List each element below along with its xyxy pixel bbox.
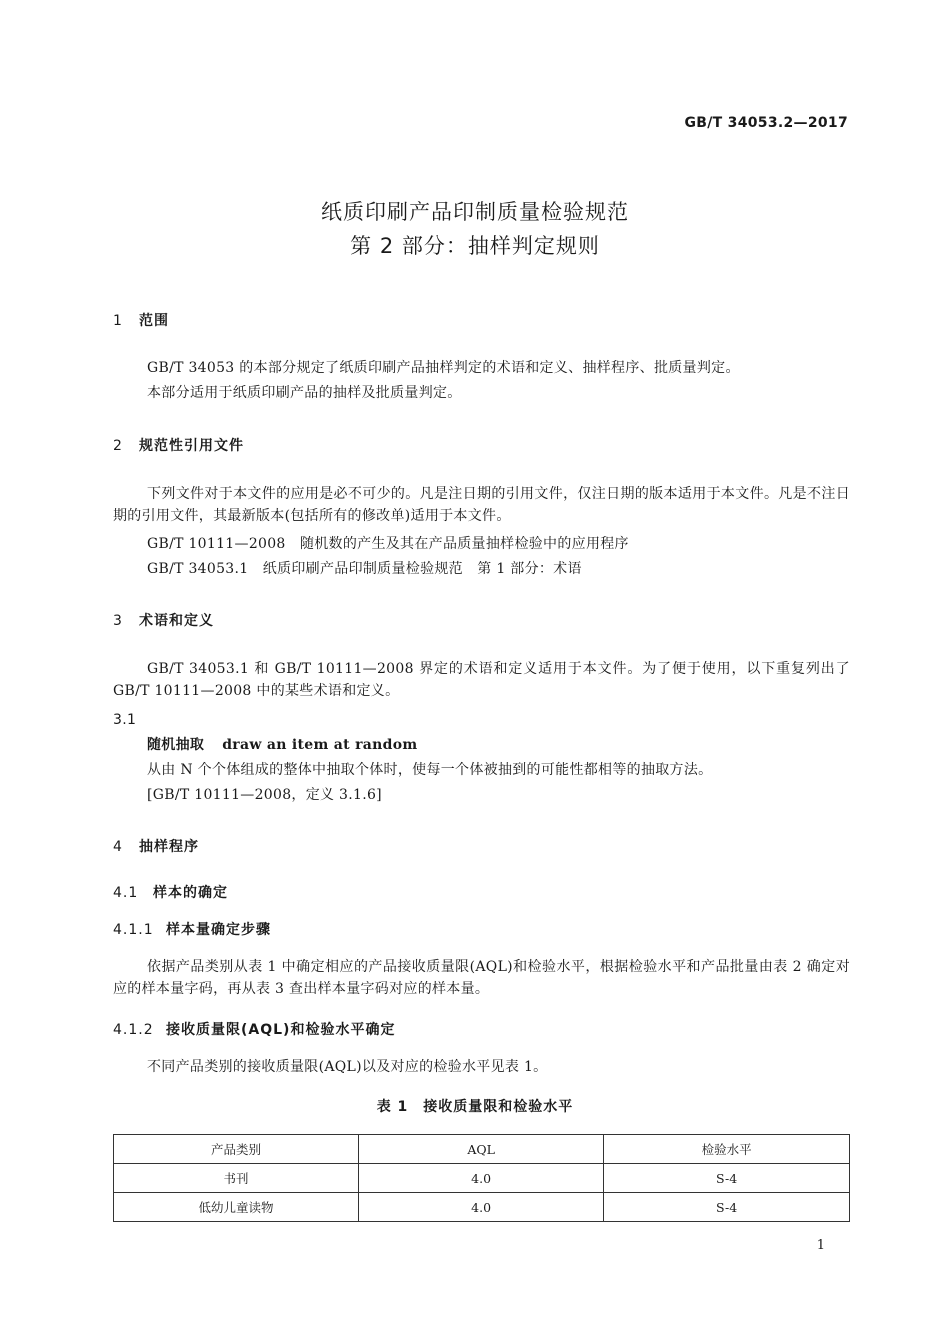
term-chinese: 随机抽取 [147, 737, 205, 753]
page-number: 1 [816, 1238, 825, 1253]
paragraph: GB/T 34053 的本部分规定了纸质印刷产品抽样判定的术语和定义、抽样程序、批质量判定。 [147, 360, 740, 376]
table-row [114, 1193, 850, 1222]
standard-number: GB/T 34053.2—2017 [684, 115, 848, 131]
normative-reference: GB/T 34053.1 纸质印刷产品印制质量检验规范 第 1 部分：术语 [147, 561, 582, 577]
section-number: 4 [113, 839, 123, 855]
section-number: 4.1.1 [113, 922, 154, 938]
section-title: 抽样程序 [139, 839, 199, 855]
section-4-1-heading [113, 882, 228, 902]
paragraph: 依据产品类别从表 1 中确定相应的产品接收质量限(AQL)和检验水平，根据检验水平和产品批量由表 2 确定对应的样本量字码，再从表 3 查出样本量字码对应的样本量。 [113, 959, 850, 997]
table-header-cell: 检验水平 [604, 1135, 850, 1164]
section-2-heading [113, 435, 244, 455]
paragraph: GB/T 34053.1 和 GB/T 10111—2008 界定的术语和定义适用于本文件。为了便于使用，以下重复列出了 GB/T 10111—2008 中的某些术语和定义。 [113, 661, 850, 699]
document-title-line1: 纸质印刷产品印制质量检验规范 [321, 200, 629, 224]
section-title: 样本量确定步骤 [166, 922, 271, 938]
section-number: 1 [113, 313, 123, 329]
section-3-heading [113, 610, 214, 630]
section-number: 4.1.2 [113, 1022, 154, 1038]
section-number: 2 [113, 438, 123, 454]
term-entry [147, 734, 417, 756]
table-header-cell: 产品类别 [114, 1135, 359, 1164]
term-number: 3.1 [113, 712, 137, 728]
table-caption: 表 1 接收质量限和检验水平 [376, 1099, 574, 1115]
section-title: 范围 [139, 313, 169, 329]
section-4-heading [113, 836, 199, 856]
section-number: 4.1 [113, 885, 139, 901]
document-title-line2: 第 2 部分：抽样判定规则 [350, 234, 600, 258]
section-1-heading [113, 310, 169, 330]
aql-table [113, 1134, 850, 1222]
table-cell: 4.0 [359, 1193, 604, 1222]
table-header-cell: AQL [359, 1135, 604, 1164]
section-title: 规范性引用文件 [139, 438, 244, 454]
normative-reference: GB/T 10111—2008 随机数的产生及其在产品质量抽样检验中的应用程序 [147, 536, 629, 552]
section-title: 术语和定义 [139, 613, 214, 629]
term-english: draw an item at random [222, 737, 418, 753]
paragraph: 不同产品类别的接收质量限(AQL)以及对应的检验水平见表 1。 [147, 1059, 548, 1075]
table-cell: S-4 [604, 1193, 850, 1222]
term-definition: 从由 N 个个体组成的整体中抽取个体时，使每一个体被抽到的可能性都相等的抽取方法。 [147, 762, 713, 778]
term-source: [GB/T 10111—2008，定义 3.1.6] [147, 787, 382, 803]
paragraph: 本部分适用于纸质印刷产品的抽样及批质量判定。 [147, 385, 462, 401]
table-cell: 低幼儿童读物 [114, 1193, 359, 1222]
paragraph: 下列文件对于本文件的应用是必不可少的。凡是注日期的引用文件，仅注日期的版本适用于本文件。凡是不注日期的引用文件，其最新版本(包括所有的修改单)适用于本文件。 [113, 486, 850, 524]
table-header-row [114, 1135, 850, 1164]
section-4-1-1-heading [113, 919, 271, 939]
table-row [114, 1164, 850, 1193]
table-cell: 4.0 [359, 1164, 604, 1193]
table-cell: 书刊 [114, 1164, 359, 1193]
section-number: 3 [113, 613, 123, 629]
section-title: 样本的确定 [153, 885, 228, 901]
table-cell: S-4 [604, 1164, 850, 1193]
section-title: 接收质量限(AQL)和检验水平确定 [166, 1022, 396, 1038]
section-4-1-2-heading [113, 1019, 395, 1039]
